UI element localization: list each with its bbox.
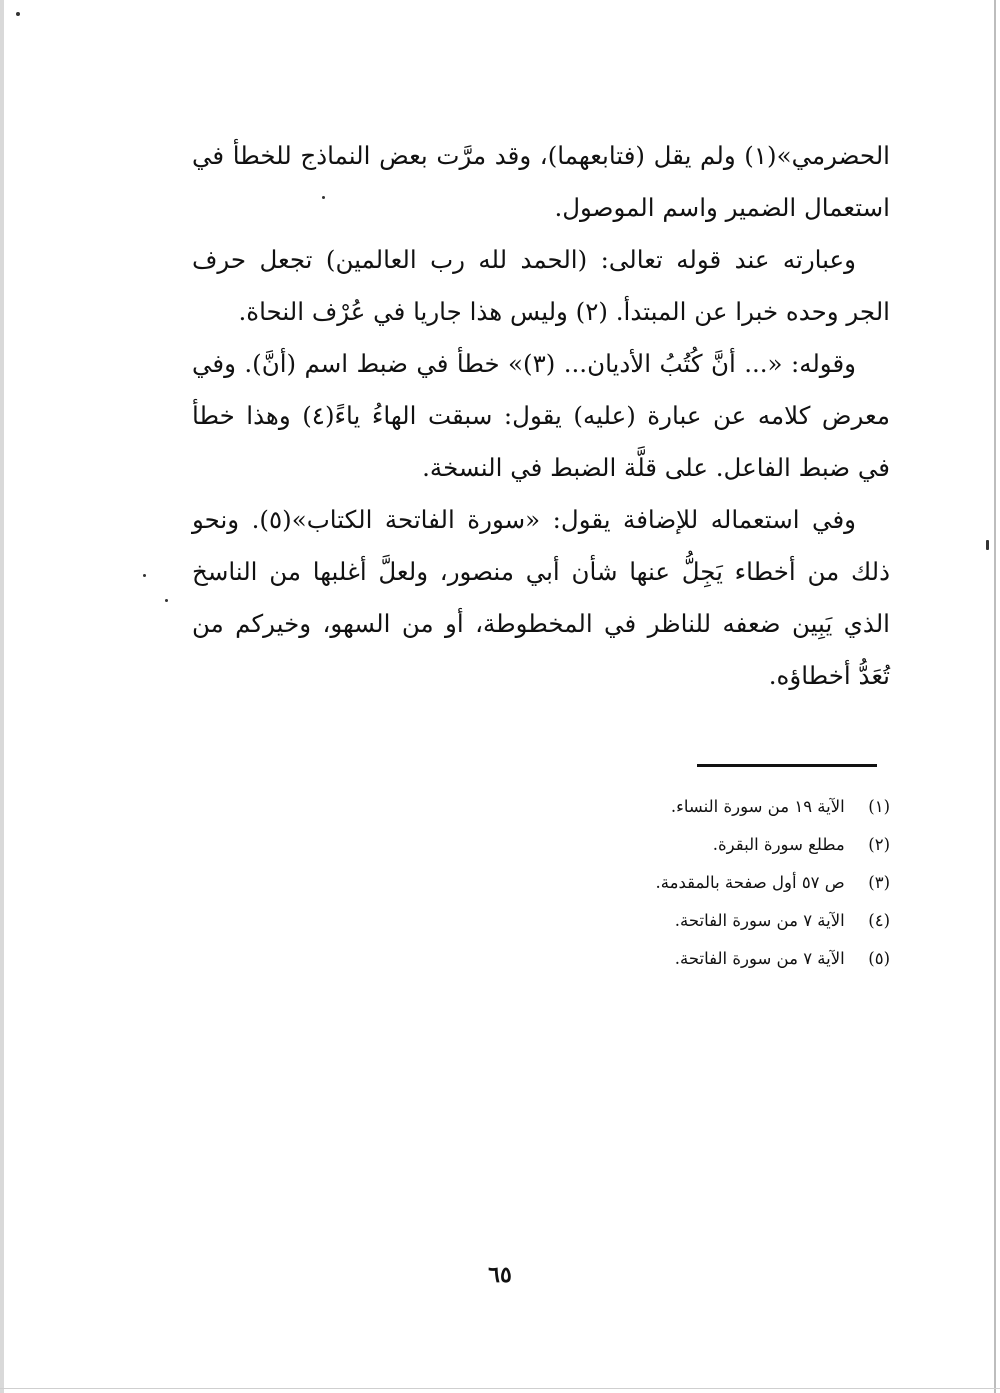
scan-edge-left bbox=[0, 0, 4, 1393]
scan-speck bbox=[986, 540, 989, 550]
scan-edge-bottom bbox=[0, 1388, 1000, 1389]
footnote-item bbox=[560, 940, 890, 978]
scan-edge-right bbox=[994, 0, 996, 1393]
footnote-item bbox=[560, 788, 890, 826]
page-number: ٦٥ bbox=[488, 1262, 512, 1288]
main-text bbox=[192, 130, 890, 702]
footnote-text: مطلع سورة البقرة. bbox=[712, 835, 845, 854]
footnote-marker: (٣) bbox=[868, 873, 890, 892]
paragraph-2: وعبارته عند قوله تعالى: (الحمد لله رب العالمين) تجعل حرف الجر وحده خبرا عن المبتدأ. (٢) وليس هذا جاريا في عُرْف النحاة. bbox=[192, 245, 890, 326]
footnote-item bbox=[560, 902, 890, 940]
footnote-text: الآية ٧ من سورة الفاتحة. bbox=[674, 949, 845, 968]
paragraph-1: الحضرمي»(١) ولم يقل (فتابعهما)، وقد مرَّت بعض النماذج للخطأ في استعمال الضمير واسم الموصول. bbox=[192, 141, 890, 222]
footnote-text: الآية ١٩ من سورة النساء. bbox=[670, 797, 845, 816]
footnote-marker: (٥) bbox=[868, 949, 890, 968]
footnote-separator bbox=[697, 764, 877, 767]
paragraph-4: وفي استعماله للإضافة يقول: «سورة الفاتحة الكتاب»(٥). ونحو ذلك من أخطاء يَجِلُّ عنها شأن أبي منصور، ولعلَّ أغلبها من الناسخ الذي يَبِين ضعفه للناظر في المخطوطة، أو من السهو، وخيركم من تُعَدُّ أخطاؤه. bbox=[192, 505, 890, 690]
footnote-item bbox=[560, 864, 890, 902]
footnote-item bbox=[560, 826, 890, 864]
footnotes-list bbox=[560, 788, 890, 978]
footnote-marker: (١) bbox=[868, 797, 890, 816]
scan-speck bbox=[165, 599, 168, 602]
footnote-marker: (٢) bbox=[868, 835, 890, 854]
footnote-text: الآية ٧ من سورة الفاتحة. bbox=[674, 911, 845, 930]
scan-speck bbox=[143, 574, 146, 577]
paragraph-3: وقوله: «... أنَّ كُتُبُ الأديان... (٣)» خطأ في ضبط اسم (أنَّ). وفي معرض كلامه عن عبارة (عليه) يقول: سبقت الهاءُ ياءً(٤) وهذا خطأ في ضبط الفاعل. على قلَّة الضبط في النسخة. bbox=[192, 349, 891, 482]
footnote-text: ص ٥٧ أول صفحة بالمقدمة. bbox=[655, 873, 845, 892]
footnote-marker: (٤) bbox=[868, 911, 890, 930]
scan-speck bbox=[16, 12, 20, 16]
